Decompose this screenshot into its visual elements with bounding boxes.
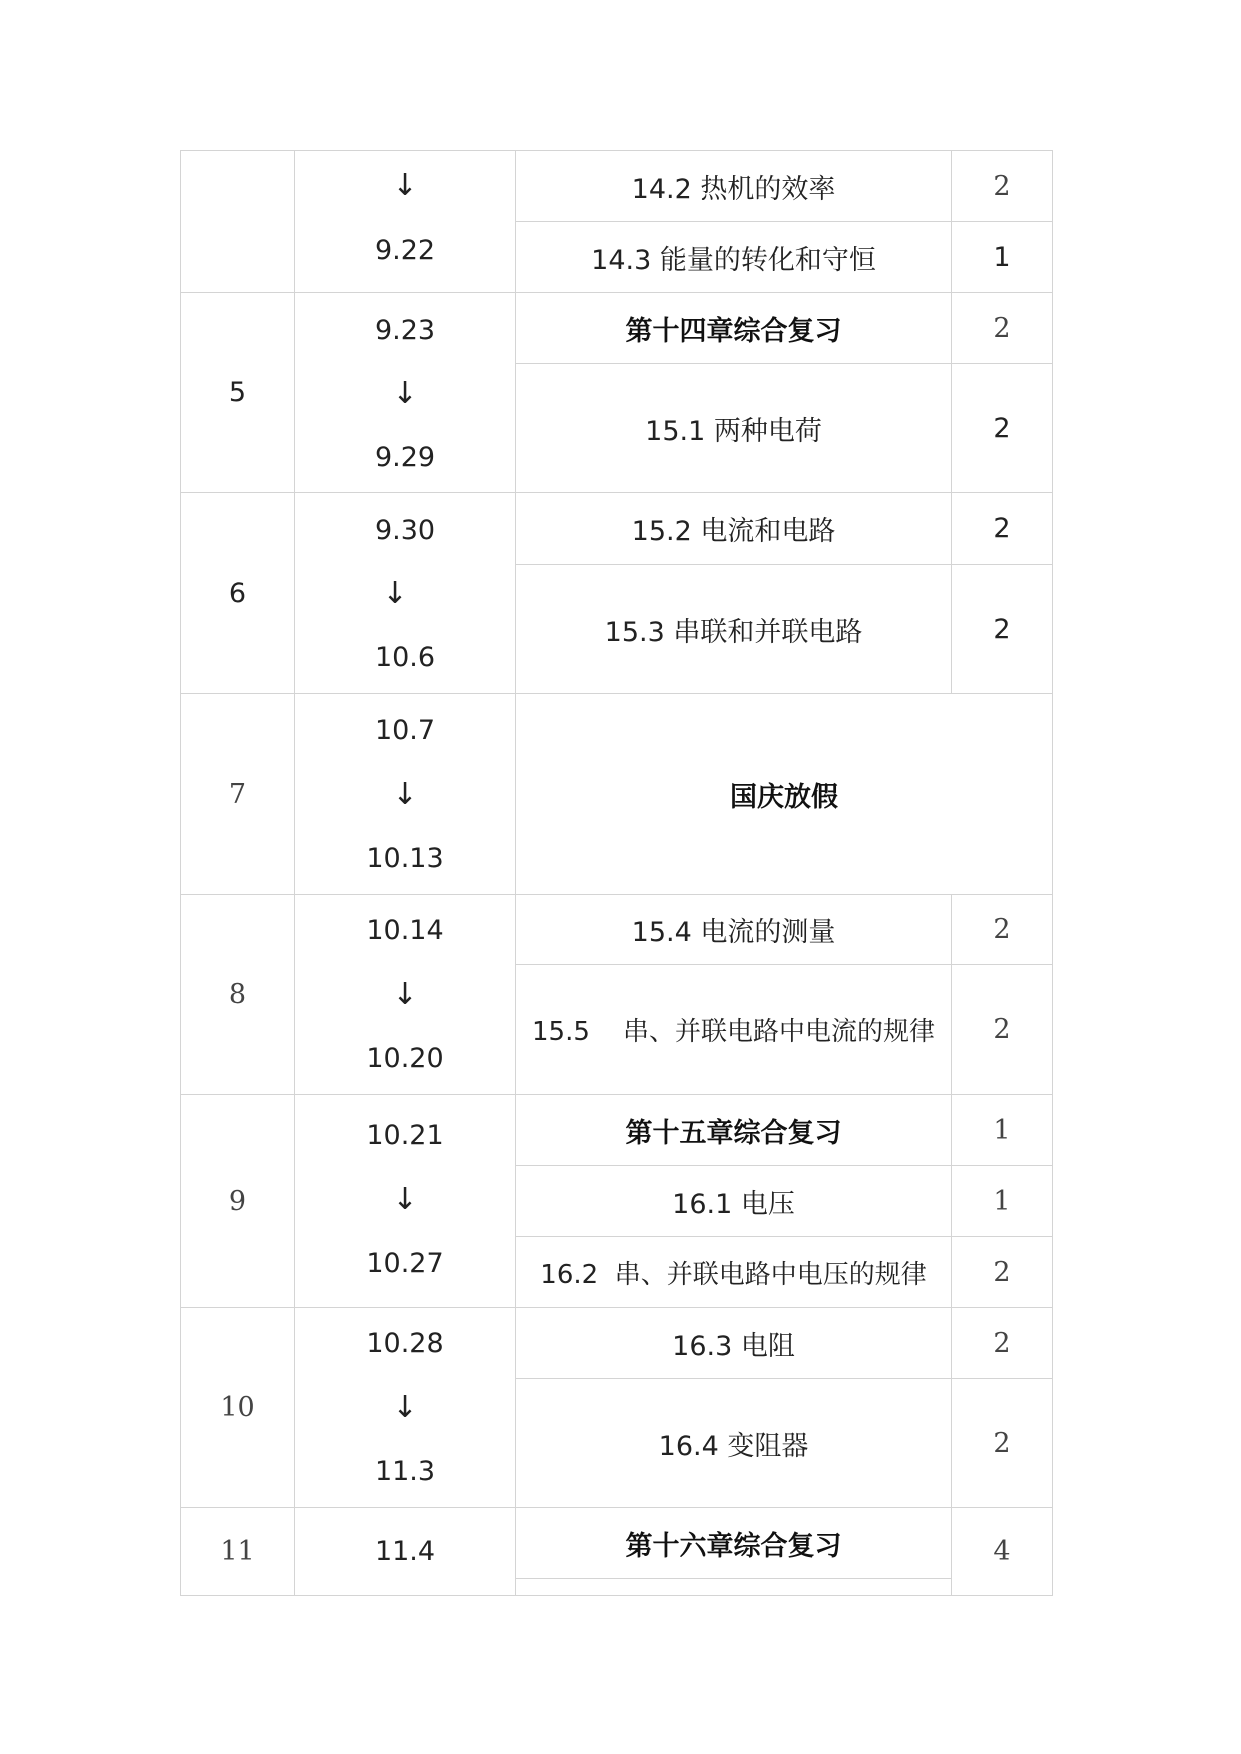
date-cell-text: ↓ (392, 1181, 418, 1217)
week-cell-text: 6 (228, 577, 247, 609)
hours-cell-text: 2 (993, 613, 1011, 645)
holiday-cell-text: 国庆放假 (730, 781, 838, 813)
topic-cell-text: 第十四章综合复习 (625, 315, 842, 347)
week-cell-text: 5 (228, 377, 247, 408)
date-cell-text: ↓ (392, 1389, 418, 1425)
week-cell-text: 10 (220, 1392, 255, 1423)
hours-cell-text: 2 (993, 1427, 1011, 1459)
date-cell-text: 10.6 (374, 641, 436, 673)
topic-cell-text: 第十五章综合复习 (625, 1117, 842, 1149)
topic-cell-text: 15.2 电流和电路 (631, 516, 836, 547)
date-cell-text: 9.29 (374, 441, 436, 473)
hours-cell-text: 2 (993, 513, 1011, 544)
topic-cell-text: 14.3 能量的转化和守恒 (591, 244, 876, 276)
date-cell-text: 10.28 (366, 1327, 444, 1359)
hours-cell-text: 2 (993, 170, 1011, 202)
hours-cell-text: 2 (993, 1256, 1011, 1288)
hours-cell-text: 1 (993, 241, 1011, 273)
hours-cell-text: 1 (993, 1185, 1011, 1217)
topic-cell-text: 16.1 电压 (672, 1188, 795, 1220)
date-cell-text: 9.23 (374, 314, 436, 346)
hours-cell-text: 1 (993, 1114, 1011, 1146)
date-cell-text: ↓ (392, 776, 418, 812)
date-cell-text: ↓ (392, 375, 418, 411)
topic-cell-text: 14.2 热机的效率 (631, 173, 836, 205)
date-cell-text: 10.13 (366, 842, 444, 874)
date-cell-text: 10.20 (366, 1042, 444, 1074)
table-border-right (1052, 150, 1053, 1596)
topic-cell-text: 15.5 串、并联电路中电流的规律 (532, 1017, 935, 1047)
date-cell-text: ↓ (392, 167, 418, 203)
date-cell-text: 10.7 (374, 714, 436, 746)
hours-cell-text: 2 (993, 1327, 1011, 1359)
hours-cell-text: 4 (993, 1536, 1011, 1567)
date-cell-text: 9.22 (374, 234, 436, 266)
topic-cell-text: 15.3 串联和并联电路 (604, 616, 863, 648)
date-cell-text: 11.4 (374, 1536, 436, 1567)
date-cell-text: 10.21 (366, 1119, 444, 1151)
table-border-bottom (180, 1595, 1053, 1596)
topic-cell-text: 第十六章综合复习 (625, 1530, 842, 1562)
date-cell-text: ↓ (382, 575, 408, 611)
hours-cell-text: 2 (993, 312, 1011, 344)
date-cell-text: 10.27 (366, 1247, 444, 1279)
date-cell-text: 9.30 (374, 514, 436, 546)
topic-cell-text: 16.3 电阻 (672, 1330, 795, 1362)
topic-cell-text: 16.4 变阻器 (658, 1430, 809, 1462)
date-cell-text: ↓ (392, 976, 418, 1012)
date-cell-text: 11.3 (374, 1455, 436, 1487)
date-cell-text: 10.14 (366, 914, 444, 946)
topic-cell-text: 15.4 电流的测量 (631, 917, 836, 948)
week-cell-text: 9 (228, 1185, 247, 1217)
hours-cell-text: 2 (993, 914, 1011, 945)
topic-cell-text: 16.2 串、并联电路中电压的规律 (540, 1259, 927, 1290)
week-cell-text: 8 (228, 979, 247, 1010)
topic-cell-text: 15.1 两种电荷 (645, 415, 822, 447)
table-row-separator (515, 1578, 951, 1579)
hours-cell-text: 2 (993, 1014, 1011, 1045)
week-cell-text: 11 (220, 1536, 255, 1567)
hours-cell-text: 2 (993, 412, 1011, 444)
week-cell-text: 7 (228, 778, 247, 810)
